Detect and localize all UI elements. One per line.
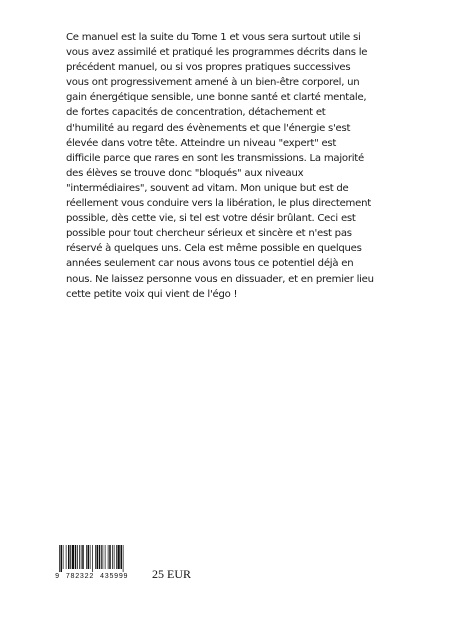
barcode-bar <box>101 545 102 569</box>
barcode-bar <box>75 545 77 569</box>
barcode-bar <box>95 545 96 569</box>
barcode-bar <box>82 545 84 569</box>
barcode-digits <box>55 573 151 581</box>
text-line: réservé à quelques uns. Cela est même possible en quelques <box>66 243 362 255</box>
barcode-bar <box>68 545 70 569</box>
text-line: difficile parce que rares en sont les transmissions. La majorité <box>66 152 364 164</box>
text-line: d'humilité au regard des évènements et que l'énergie s'est <box>66 122 351 134</box>
barcode-bar <box>72 545 74 569</box>
barcode-digit-group-1: 782322 <box>65 573 94 581</box>
barcode-bar <box>108 545 109 569</box>
text-line: élevée dans votre tête. Atteindre un niveau "expert" est <box>66 137 337 149</box>
isbn-barcode <box>55 545 145 581</box>
barcode-bar <box>118 545 120 569</box>
text-line: "intermédiaires", souvent ad vitam. Mon unique but est de <box>66 182 349 194</box>
barcode-bars <box>59 545 147 572</box>
text-line: nous. Ne laissez personne vous en dissuader, et en premier lieu <box>66 273 374 285</box>
text-line: gain énergétique sensible, une bonne santé et clarté mentale, <box>66 92 367 104</box>
barcode-bar <box>97 545 99 569</box>
barcode-bar <box>99 545 101 569</box>
text-line: vous avez assimilé et pratiqué les programmes décrits dans le <box>66 47 368 59</box>
text-line: années seulement car nous avons tous ce potentiel déjà en <box>66 258 354 270</box>
price-label: 25 EUR <box>152 567 191 581</box>
barcode-bar <box>77 545 78 569</box>
barcode-bar <box>81 545 82 569</box>
barcode-bar <box>61 545 63 572</box>
barcode-bar <box>90 545 91 569</box>
text-line: réellement vous conduire vers la libération, le plus directement <box>66 198 371 210</box>
barcode-bar <box>121 545 123 569</box>
barcode-digit-first: 9 <box>55 573 60 581</box>
barcode-bar <box>114 545 115 569</box>
barcode-bar <box>66 545 67 569</box>
barcode-bar <box>105 545 106 569</box>
barcode-digit-group-2: 435999 <box>99 573 129 581</box>
text-line: possible pour tout chercheur sérieux et sincère et n'est pas <box>66 228 352 240</box>
barcode-bar <box>70 545 71 569</box>
barcode-bar <box>86 545 87 569</box>
barcode-bar <box>63 545 64 569</box>
barcode-bar <box>116 545 117 569</box>
back-cover-text <box>66 30 392 302</box>
text-line: vous ont progressivement amené à un bien-être corporel, un <box>66 77 360 89</box>
barcode-bar <box>112 545 113 569</box>
text-line: des élèves se trouve donc "bloqués" aux niveaux <box>66 167 304 179</box>
text-line: précédent manuel, ou si vos propres pratiques successives <box>66 62 351 74</box>
text-line: Ce manuel est la suite du Tome 1 et vous sera surtout utile si <box>66 32 361 43</box>
text-line: possible, dès cette vie, si tel est votre désir brûlant. Ceci est <box>66 213 356 225</box>
barcode-bar <box>59 545 60 572</box>
barcode-bar <box>79 545 80 569</box>
text-line: de fortes capacités de concentration, détachement et <box>66 107 326 119</box>
barcode-bar <box>92 545 93 572</box>
barcode-bar <box>88 545 90 569</box>
barcode-bar <box>103 545 104 569</box>
text-line: cette petite voix qui vient de l'égo ! <box>66 288 238 300</box>
barcode-bar <box>123 545 124 572</box>
barcode-bar <box>109 545 111 569</box>
